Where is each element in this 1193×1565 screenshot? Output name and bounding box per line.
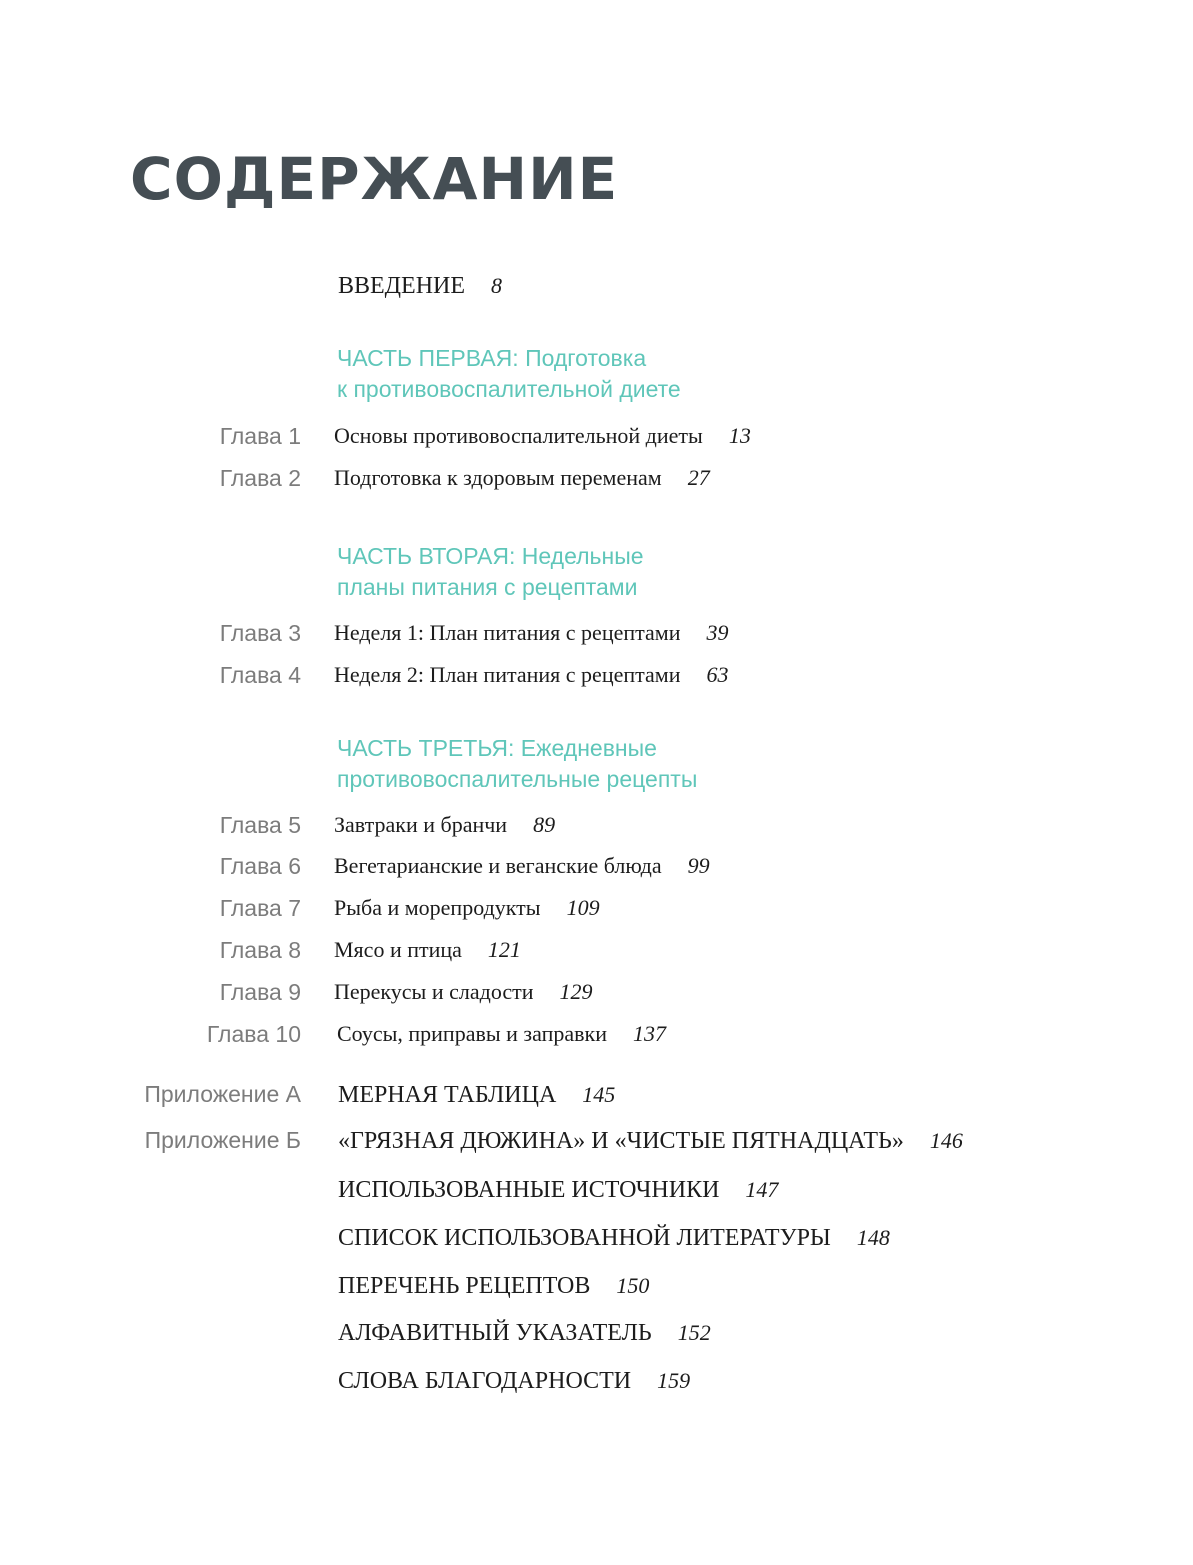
toc-page-number: 148	[856, 1225, 890, 1250]
toc-page-number: 121	[487, 937, 521, 962]
toc-entry-title: СПИСОК ИСПОЛЬЗОВАННОЙ ЛИТЕРАТУРЫ	[338, 1225, 831, 1251]
chapter-label: Глава 4	[219, 662, 301, 688]
toc-entry-title: ВВЕДЕНИЕ	[338, 273, 466, 299]
chapter-label: Глава 8	[219, 937, 301, 963]
toc-entry-title: ИСПОЛЬЗОВАННЫЕ ИСТОЧНИКИ	[338, 1177, 720, 1203]
toc-entry-title: Подготовка к здоровым переменам	[334, 465, 662, 490]
toc-entry-appendix-b[interactable]	[0, 1127, 1193, 1161]
toc-entry-chapter-2[interactable]	[0, 465, 1193, 499]
toc-entry-chapter-8[interactable]	[0, 937, 1193, 971]
toc-page-number: 150	[616, 1273, 650, 1298]
toc-entry-text	[334, 423, 751, 449]
toc-entry-index[interactable]	[0, 1319, 1193, 1353]
toc-entry-intro[interactable]	[0, 272, 1193, 306]
toc-page-number: 152	[677, 1320, 711, 1345]
toc-entry-chapter-7[interactable]	[0, 895, 1193, 929]
toc-entry-text	[334, 812, 555, 838]
toc-page-number: 27	[687, 465, 710, 490]
toc-entry-chapter-10[interactable]	[0, 1021, 1193, 1055]
toc-entry-appendix-a[interactable]	[0, 1081, 1193, 1115]
appendix-label: Приложение А	[144, 1081, 301, 1107]
toc-page-number: 39	[706, 620, 729, 645]
toc-entry-text	[338, 1319, 711, 1348]
part-heading-line: к противовоспалительной диете	[337, 376, 681, 402]
toc-entry-chapter-5[interactable]	[0, 812, 1193, 846]
part-heading-line: планы питания с рецептами	[337, 574, 638, 600]
chapter-label: Глава 9	[219, 979, 301, 1005]
chapter-label: Глава 2	[219, 465, 301, 491]
toc-entry-title: Вегетарианские и веганские блюда	[334, 853, 662, 878]
toc-entry-title: Основы противовоспалительной диеты	[334, 423, 703, 448]
toc-entry-text	[338, 1367, 690, 1396]
toc-entry-text	[338, 1176, 778, 1205]
toc-entry-chapter-9[interactable]	[0, 979, 1193, 1013]
toc-entry-title: Завтраки и бранчи	[334, 812, 508, 837]
toc-entry-text	[334, 895, 600, 921]
part-heading-line: ЧАСТЬ ВТОРАЯ: Недельные	[337, 543, 644, 569]
chapter-label: Глава 3	[219, 620, 301, 646]
toc-entry-text	[334, 853, 710, 879]
part-heading-line: ЧАСТЬ ПЕРВАЯ: Подготовка	[337, 345, 647, 371]
chapter-label: Глава 10	[206, 1021, 301, 1047]
toc-page-number: 159	[657, 1368, 691, 1393]
toc-entry-sources[interactable]	[0, 1176, 1193, 1210]
toc-entry-chapter-4[interactable]	[0, 662, 1193, 696]
toc-entry-title: АЛФАВИТНЫЙ УКАЗАТЕЛЬ	[338, 1320, 652, 1346]
toc-page-number: 147	[745, 1177, 779, 1202]
toc-entry-title: Перекусы и сладости	[334, 979, 534, 1004]
toc-entry-title: СЛОВА БЛАГОДАРНОСТИ	[338, 1368, 632, 1394]
part-heading-3	[337, 733, 697, 795]
toc-entry-text	[338, 1127, 963, 1156]
toc-entry-chapter-3[interactable]	[0, 620, 1193, 654]
toc-entry-title: МЕРНАЯ ТАБЛИЦА	[338, 1082, 557, 1108]
toc-page-number: 137	[632, 1021, 666, 1046]
part-heading-line: ЧАСТЬ ТРЕТЬЯ: Ежедневные	[337, 735, 657, 761]
toc-entry-title: Мясо и птица	[334, 937, 462, 962]
toc-page-number: 13	[728, 423, 751, 448]
toc-entry-text	[338, 1224, 890, 1253]
toc-entry-acknowledgements[interactable]	[0, 1367, 1193, 1401]
toc-page-number: 109	[566, 895, 600, 920]
toc-entry-title: Рыба и морепродукты	[334, 895, 541, 920]
toc-entry-title: ПЕРЕЧЕНЬ РЕЦЕПТОВ	[338, 1273, 591, 1299]
chapter-label: Глава 1	[219, 423, 301, 449]
toc-entry-text	[337, 1021, 666, 1047]
toc-page-number: 8	[491, 273, 503, 298]
toc-entry-text	[334, 620, 728, 646]
toc-page-number: 146	[929, 1128, 963, 1153]
toc-entry-text	[334, 937, 521, 963]
toc-page-number: 63	[706, 662, 729, 687]
chapter-label: Глава 5	[219, 812, 301, 838]
toc-entry-text	[334, 662, 728, 688]
toc-entry-title: Соусы, приправы и заправки	[337, 1021, 607, 1046]
toc-entry-text	[338, 1272, 649, 1301]
appendix-label: Приложение Б	[144, 1127, 301, 1153]
toc-entry-chapter-1[interactable]	[0, 423, 1193, 457]
toc-entry-title: Неделя 2: План питания с рецептами	[334, 662, 681, 687]
toc-entry-text	[338, 1081, 615, 1110]
toc-entry-text	[338, 272, 502, 301]
toc-entry-title: «ГРЯЗНАЯ ДЮЖИНА» И «ЧИСТЫЕ ПЯТНАДЦАТЬ»	[338, 1128, 904, 1154]
toc-entry-bibliography[interactable]	[0, 1224, 1193, 1258]
toc-page-number: 99	[687, 853, 710, 878]
toc-entry-recipe-list[interactable]	[0, 1272, 1193, 1306]
chapter-label: Глава 6	[219, 853, 301, 879]
page-title: СОДЕРЖАНИЕ	[130, 145, 619, 213]
chapter-label: Глава 7	[219, 895, 301, 921]
toc-entry-title: Неделя 1: План питания с рецептами	[334, 620, 681, 645]
toc-page-number: 129	[559, 979, 593, 1004]
toc-entry-text	[334, 979, 593, 1005]
toc-entry-text	[334, 465, 710, 491]
toc-page-number: 89	[533, 812, 556, 837]
toc-page-number: 145	[582, 1082, 616, 1107]
part-heading-1	[337, 343, 681, 405]
part-heading-line: противовоспалительные рецепты	[337, 766, 698, 792]
part-heading-2	[337, 541, 644, 603]
toc-entry-chapter-6[interactable]	[0, 853, 1193, 887]
